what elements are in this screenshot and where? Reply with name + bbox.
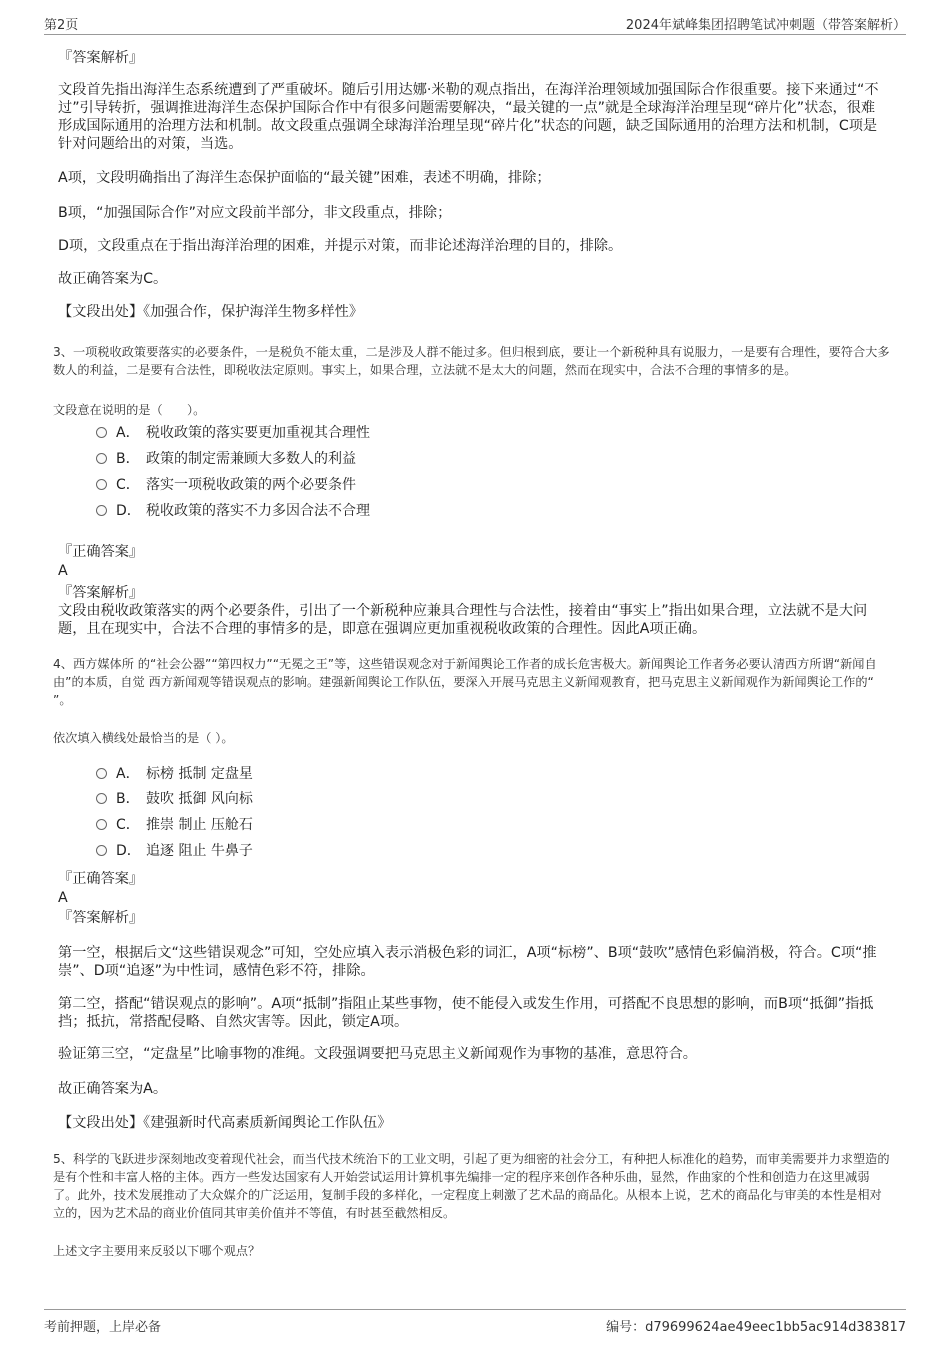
q3-option-d[interactable]: D． 税收政策的落实不力多因合法不合理 — [96, 501, 370, 521]
q2-analysis-option-b: B项，“加强国际合作”对应文段前半部分，非文段重点，排除； — [58, 205, 452, 221]
q2-analysis-paragraph: 文段首先指出海洋生态系统遭到了严重破坏。随后引用达娜·米勒的观点指出，在海洋治理领域加强国际合作很重要。接下来通过“不过”引导转折，强调推进海洋生态保护国际合作中有很多问题需要解决，“最关键的一点”就是全球海洋治理呈现“碎片化”状态，很难形成国际通用的治理方法和机制。故文段重点强调全球海洋治理呈现“碎片化”状态的问题，缺乏国际通用的治理方法和机制，C项是针对问题给出的对策，当选。 — [58, 82, 879, 152]
q5-question: 上述文字主要用来反驳以下哪个观点？ — [53, 1244, 261, 1258]
radio-icon[interactable] — [96, 845, 107, 856]
q3-analysis: 文段由税收政策落实的两个必要条件，引出了一个新税种应兼具合理性与合法性，接着由“事实上”指出如果合理，立法就不是大问题，且在现实中，合法不合理的事情多的是，即意在强调应更加重视税收政策的合理性。因此A项正确。 — [58, 603, 868, 637]
radio-icon[interactable] — [96, 479, 107, 490]
q2-analysis-label: 『答案解析』 — [58, 50, 144, 66]
q3-option-b[interactable]: B． 政策的制定需兼顾大多数人的利益 — [96, 449, 356, 469]
q4-option-c[interactable]: C． 推崇 制止 压舱石 — [96, 815, 253, 835]
radio-icon[interactable] — [96, 793, 107, 804]
q4-source: 【文段出处】《建强新时代高素质新闻舆论工作队伍》 — [58, 1115, 392, 1131]
document-id: 编号：d79699624ae49eec1bb5ac914d383817 — [606, 1320, 906, 1335]
q3-answer: A — [58, 563, 68, 579]
q3-option-c[interactable]: C． 落实一项税收政策的两个必要条件 — [96, 475, 356, 495]
q4-option-b[interactable]: B． 鼓吹 抵御 风向标 — [96, 789, 253, 809]
page-footer — [44, 1309, 906, 1338]
q3-question: 文段意在说明的是（ ）。 — [53, 403, 206, 417]
q4-answer: A — [58, 890, 68, 906]
q4-analysis-label: 『答案解析』 — [58, 910, 144, 926]
q3-stem: 3、一项税收政策要落实的必要条件，一是税负不能太重，二是涉及人群不能过多。但归根到底，要让一个新税种具有说服力，一是要有合理性，要符合大多数人的利益，二是要有合法性，即税收法定原则。事实上，如果合理，立法就不是太大的问题，然而在现实中，合法不合理的事情多的是。 — [53, 345, 890, 377]
radio-icon[interactable] — [96, 427, 107, 438]
q2-analysis-option-d: D项，文段重点在于指出海洋治理的困难，并提示对策，而非论述海洋治理的目的，排除。 — [58, 238, 623, 254]
q2-analysis-option-a: A项，文段明确指出了海洋生态保护面临的“最关键”困难，表述不明确，排除； — [58, 170, 551, 186]
radio-icon[interactable] — [96, 453, 107, 464]
document-title: 2024年斌峰集团招聘笔试冲刺题（带答案解析） — [625, 18, 906, 33]
q2-source: 【文段出处】《加强合作，保护海洋生物多样性》 — [58, 304, 364, 320]
page-header — [44, 12, 906, 35]
q4-option-d[interactable]: D． 追逐 阻止 牛鼻子 — [96, 841, 253, 861]
q3-answer-label: 『正确答案』 — [58, 544, 144, 560]
radio-icon[interactable] — [96, 505, 107, 516]
radio-icon[interactable] — [96, 768, 107, 779]
radio-icon[interactable] — [96, 819, 107, 830]
q4-analysis-blank-2: 第二空，搭配“错误观点的影响”。A项“抵制”指阻止某些事物，使不能侵入或发生作用，可搭配不良思想的影响，而B项“抵御”指抵挡；抵抗，常搭配侵略、自然灾害等。因此，锁定A项。 — [58, 996, 874, 1030]
q4-option-a[interactable]: A． 标榜 抵制 定盘星 — [96, 764, 253, 784]
footer-slogan: 考前押题，上岸必备 — [44, 1320, 162, 1335]
q4-answer-label: 『正确答案』 — [58, 871, 144, 887]
q4-conclusion: 故正确答案为A。 — [58, 1081, 168, 1097]
q4-question: 依次填入横线处最恰当的是（ ）。 — [53, 731, 234, 745]
q4-stem: 4、西方媒体所 的“社会公器”“第四权力”“无冕之王”等，这些错误观念对于新闻舆论工作者的成长危害极大。新闻舆论工作者务必要认清西方所谓“新闻自由”的本质，自觉 西方新闻观等错误观点的影响。建强新闻舆论工作队伍，要深入开展马克思主义新闻观教育，把马克思主义新闻观作为新闻舆论工作的“ ”。 — [53, 657, 877, 707]
q3-option-a[interactable]: A． 税收政策的落实要更加重视其合理性 — [96, 423, 370, 443]
q4-analysis-blank-1: 第一空，根据后文“这些错误观念”可知，空处应填入表示消极色彩的词汇，A项“标榜”、B项“鼓吹”感情色彩偏消极，符合。C项“推崇”、D项“追逐”为中性词，感情色彩不符，排除。 — [58, 945, 877, 979]
q4-analysis-blank-3: 验证第三空，“定盘星”比喻事物的准绳。文段强调要把马克思主义新闻观作为事物的基准，意思符合。 — [58, 1046, 697, 1062]
page-number: 第2页 — [44, 18, 79, 33]
q5-stem: 5、科学的飞跃进步深刻地改变着现代社会，而当代技术统治下的工业文明，引起了更为细密的社会分工，有种把人标准化的趋势，而审美需要并力求塑造的是有个性和丰富人格的主体。西方一些发达国家有人开始尝试运用计算机事先编排一定的程序来创作各种乐曲，显然，作曲家的个性和创造力在这里减弱了。此外，技术发展推动了大众媒介的广泛运用，复制手段的多样化，一定程度上刺激了艺术品的商品化。从根本上说，艺术的商品化与审美的本性是相对立的，因为艺术品的商业价值同其审美价值并不等值，有时甚至截然相反。 — [53, 1152, 890, 1220]
q2-conclusion: 故正确答案为C。 — [58, 271, 168, 287]
q3-analysis-label: 『答案解析』 — [58, 585, 144, 601]
